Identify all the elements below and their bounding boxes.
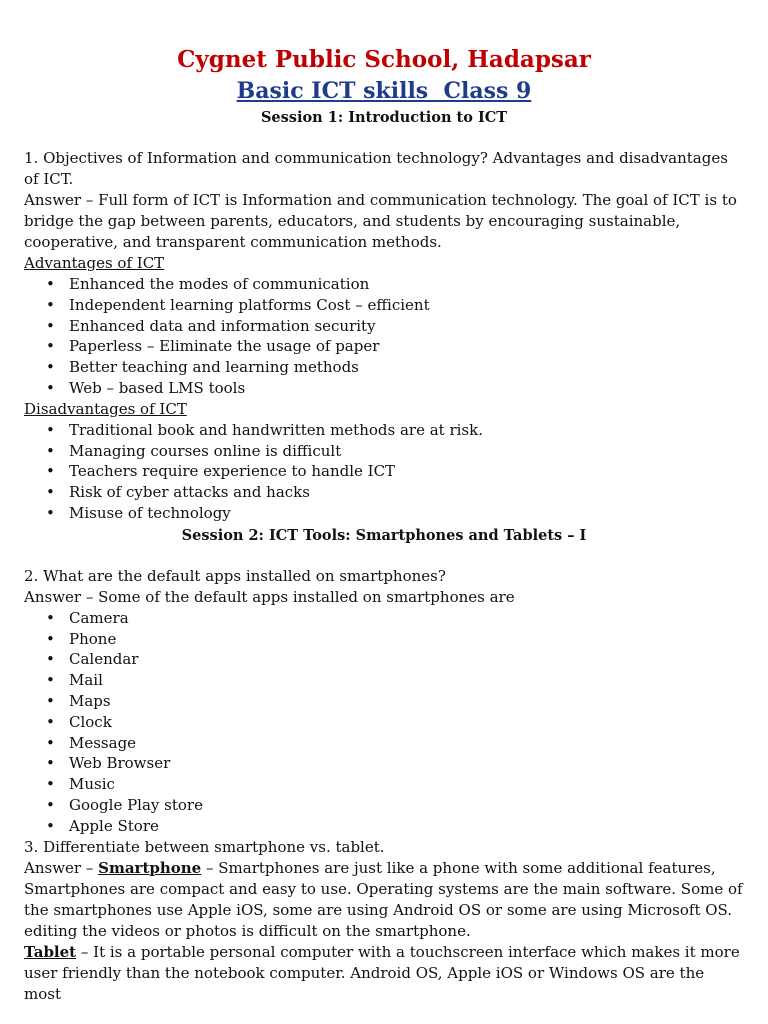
- list-item: • Better teaching and learning methods: [69, 357, 744, 378]
- list-item: • Managing courses online is difficult: [69, 441, 744, 462]
- question-1: 1. Objectives of Information and communication technology? Advantages and disadvantages of ICT.: [24, 149, 728, 188]
- list-item: • Phone: [69, 629, 744, 650]
- subject-title: Basic ICT skills Class 9: [236, 78, 532, 104]
- question-2: 2. What are the default apps installed on smartphones?: [24, 566, 446, 585]
- list-item: • Apple Store: [69, 816, 744, 837]
- list-item: • Enhanced data and information security: [69, 316, 744, 337]
- list-item: • Teachers require experience to handle ICT: [69, 461, 744, 482]
- disadvantages-list: [24, 420, 744, 524]
- list-item: • Music: [69, 774, 744, 795]
- advantages-heading: Advantages of ICT: [24, 254, 165, 272]
- default-apps-list: [24, 608, 744, 837]
- answer-1: Answer – Full form of ICT is Information and communication technology. The goal of ICT is to bridge the gap between parents, educators, and students by encouraging sustainable, cooperative, and transparent communication methods.: [24, 191, 737, 251]
- disadvantages-heading: Disadvantages of ICT: [24, 399, 187, 418]
- list-item: • Message: [69, 733, 744, 754]
- smartphone-term: Smartphone: [98, 858, 202, 877]
- advantages-list: [24, 274, 744, 399]
- smartphone-description: – Smartphones are just like a phone with some additional features, Smartphones are compact and easy to use. Operating systems are the main software. Some of the smartphones use Apple iOS, some are using Android OS or some are using Microsoft OS. editing the videos or photos is difficult on the smartphone.: [24, 858, 743, 940]
- answer-3-smartphone: [24, 858, 744, 942]
- list-item: • Enhanced the modes of communication: [69, 274, 744, 295]
- list-item: • Misuse of technology: [69, 503, 744, 524]
- list-item: • Risk of cyber attacks and hacks: [69, 482, 744, 503]
- answer-2: Answer – Some of the default apps installed on smartphones are: [24, 587, 515, 606]
- question-3: 3. Differentiate between smartphone vs. tablet.: [24, 837, 385, 856]
- school-title: Cygnet Public School, Hadapsar: [177, 46, 591, 73]
- list-item: • Clock: [69, 712, 744, 733]
- list-item: • Paperless – Eliminate the usage of paper: [69, 336, 744, 357]
- list-item: • Web Browser: [69, 753, 744, 774]
- list-item: • Web – based LMS tools: [69, 378, 744, 399]
- answer-prefix: Answer –: [24, 858, 99, 877]
- list-item: • Google Play store: [69, 795, 744, 816]
- list-item: • Traditional book and handwritten methods are at risk.: [69, 420, 744, 441]
- session-1-heading: Session 1: Introduction to ICT: [260, 109, 508, 126]
- tablet-term: Tablet: [24, 942, 77, 961]
- list-item: • Mail: [69, 670, 744, 691]
- list-item: • Camera: [69, 608, 744, 629]
- list-item: • Independent learning platforms Cost – efficient: [69, 295, 744, 316]
- list-item: • Calendar: [69, 649, 744, 670]
- answer-3-tablet: [24, 942, 744, 1005]
- tablet-description: – It is a portable personal computer with a touchscreen interface which makes it more user friendly than the notebook computer. Android OS, Apple iOS or Windows OS are the most: [24, 942, 740, 1003]
- session-2-heading: Session 2: ICT Tools: Smartphones and Tablets – I: [181, 526, 587, 544]
- list-item: • Maps: [69, 691, 744, 712]
